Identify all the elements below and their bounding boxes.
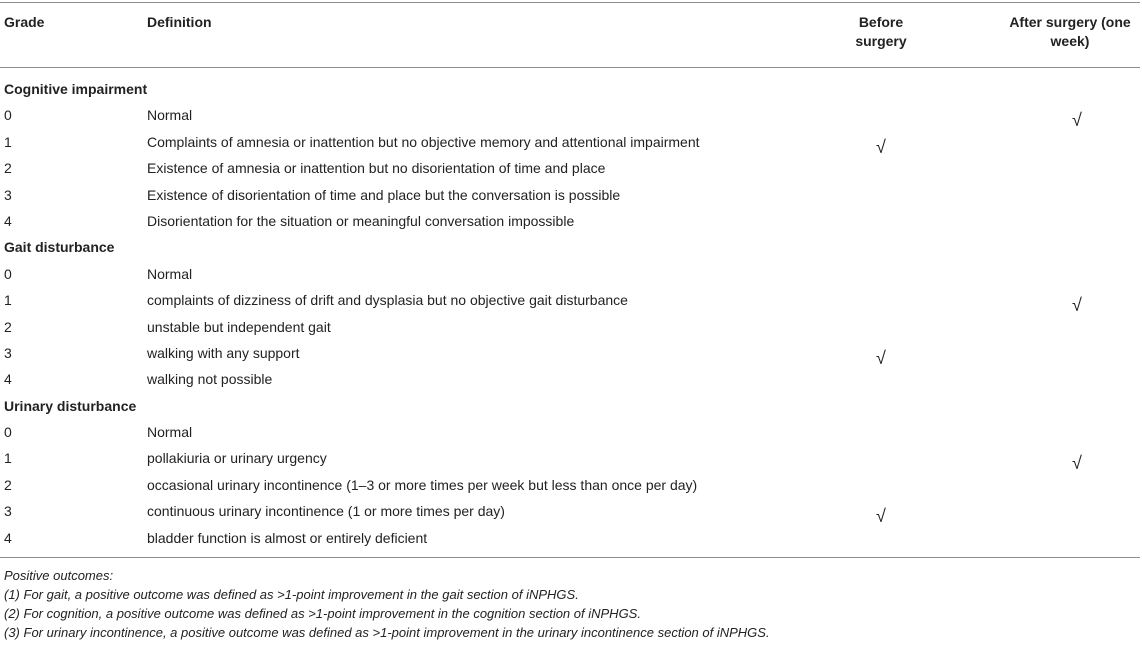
grade-cell: 1 (4, 292, 12, 309)
section-heading (0, 76, 1142, 102)
table-row (0, 525, 1142, 551)
grade-cell: 4 (4, 371, 12, 388)
definition-cell: Disorientation for the situation or meaningful conversation impossible (147, 212, 575, 229)
table-row (0, 419, 1142, 445)
grade-cell: 3 (4, 186, 12, 203)
table-row (0, 261, 1142, 287)
section-title: Urinary disturbance (4, 397, 137, 414)
table-row (0, 366, 1142, 392)
definition-cell: occasional urinary incontinence (1–3 or more times per week but less than once per day) (147, 476, 698, 493)
table-row (0, 155, 1142, 181)
footnote-heading: Positive outcomes: (4, 568, 114, 583)
footnote-cognition: (2) For cognition, a positive outcome was defined as >1-point improvement in the cognition section of iNPHGS. (4, 606, 641, 621)
section-title: Cognitive impairment (4, 81, 148, 97)
before-check-mark: √ (876, 136, 886, 157)
definition-cell: pollakiuria or urinary urgency (147, 450, 327, 467)
definition-cell: continuous urinary incontinence (1 or more times per day) (147, 503, 505, 520)
definition-cell: complaints of dizziness of drift and dysplasia but no objective gait disturbance (147, 292, 628, 309)
definition-cell: unstable but independent gait (147, 318, 331, 335)
grade-cell: 2 (4, 476, 12, 493)
definition-cell: Normal (147, 107, 193, 124)
grade-cell: 3 (4, 503, 12, 520)
section-heading (0, 393, 1142, 419)
grade-cell: 4 (4, 529, 12, 546)
grade-cell: 1 (4, 450, 12, 467)
before-check-mark: √ (876, 347, 886, 368)
grade-cell: 1 (4, 133, 12, 150)
header-rule (0, 67, 1140, 68)
before-check-mark: √ (876, 506, 886, 527)
footnote-gait: (1) For gait, a positive outcome was defined as >1-point improvement in the gait section of iNPHGS. (4, 587, 579, 602)
grade-cell: 3 (4, 344, 12, 361)
table-body (0, 76, 1142, 551)
table-row (0, 129, 1142, 155)
definition-cell: walking not possible (147, 371, 273, 388)
grade-cell: 0 (4, 265, 12, 282)
table-row (0, 208, 1142, 234)
definition-cell: Complaints of amnesia or inattention but no objective memory and attentional impairment (147, 133, 700, 150)
header-definition: Definition (147, 14, 212, 30)
footnote-urinary: (3) For urinary incontinence, a positive outcome was defined as >1-point improvement in the urinary incontinence section of iNPHGS. (4, 625, 770, 640)
header-after-surgery: After surgery (one week) (1009, 14, 1131, 49)
grade-cell: 2 (4, 160, 12, 177)
definition-cell: Normal (147, 424, 193, 441)
table-row (0, 498, 1142, 527)
table-row (0, 472, 1142, 498)
definition-cell: walking with any support (147, 344, 300, 361)
table-bottom-rule (0, 557, 1140, 558)
header-before-surgery: Before surgery (855, 14, 907, 49)
after-check-mark: √ (1072, 110, 1082, 131)
after-check-mark: √ (1072, 295, 1082, 316)
after-check-mark: √ (1072, 453, 1082, 474)
table-row (0, 340, 1142, 366)
grade-cell: 0 (4, 424, 12, 441)
table-row (0, 314, 1142, 340)
table-row (0, 102, 1142, 131)
header-grade: Grade (4, 14, 45, 30)
table-row (0, 445, 1142, 474)
grade-cell: 2 (4, 318, 12, 335)
table-row (0, 287, 1142, 316)
table-top-rule (0, 2, 1140, 3)
definition-cell: Existence of disorientation of time and place but the conversation is possible (147, 186, 621, 203)
definition-cell: Normal (147, 265, 193, 282)
table-footnotes (4, 566, 770, 642)
section-heading (0, 234, 1142, 260)
grade-cell: 4 (4, 212, 12, 229)
grade-cell: 0 (4, 107, 12, 124)
definition-cell: bladder function is almost or entirely deficient (147, 529, 428, 546)
table-row (0, 182, 1142, 208)
section-title: Gait disturbance (4, 239, 115, 256)
definition-cell: Existence of amnesia or inattention but no disorientation of time and place (147, 160, 606, 177)
